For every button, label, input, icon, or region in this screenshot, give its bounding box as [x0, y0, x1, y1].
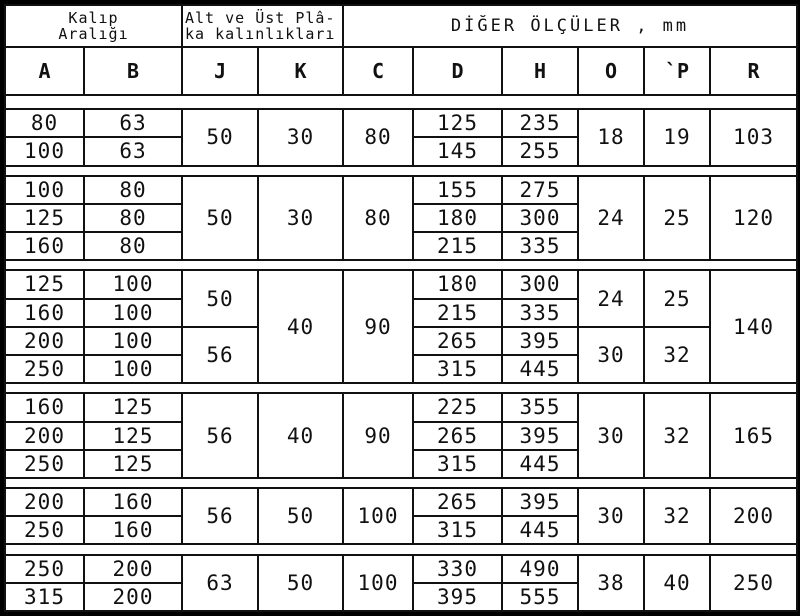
mold-gap-header	[5, 5, 182, 47]
cell-r: 120	[710, 176, 797, 261]
mold-gap-header-line2: Aralığı	[58, 25, 129, 43]
cell-a: 100	[5, 176, 84, 204]
cell-d: 180	[413, 270, 502, 298]
cell-a: 160	[5, 299, 84, 327]
cell-j: 56	[182, 327, 258, 383]
cell-o: 24	[578, 176, 644, 261]
cell-b: 100	[84, 355, 182, 383]
table-row	[5, 393, 797, 421]
cell-h: 275	[502, 176, 578, 204]
cell-p: 32	[644, 488, 710, 544]
cell-k: 50	[258, 488, 343, 544]
cell-j: 56	[182, 488, 258, 544]
group-separator-cell	[5, 260, 797, 270]
cell-d: 265	[413, 422, 502, 450]
cell-d: 395	[413, 583, 502, 611]
cell-h: 355	[502, 393, 578, 421]
cell-h: 235	[502, 109, 578, 137]
plate-thickness-header	[182, 5, 343, 47]
header-row-top	[5, 5, 797, 47]
cell-j: 50	[182, 109, 258, 165]
cell-b: 80	[84, 176, 182, 204]
cell-d: 265	[413, 327, 502, 355]
cell-b: 63	[84, 137, 182, 165]
cell-b: 125	[84, 393, 182, 421]
cell-k: 40	[258, 393, 343, 478]
group-separator-cell	[5, 544, 797, 554]
cell-k: 30	[258, 109, 343, 165]
cell-d: 125	[413, 109, 502, 137]
cell-a: 80	[5, 109, 84, 137]
group-separator-cell	[5, 478, 797, 488]
other-dimensions-header: DİĞER ÖLÇÜLER , mm	[343, 5, 797, 47]
cell-j: 63	[182, 555, 258, 611]
mold-gap-header-line1: Kalıp	[68, 9, 119, 27]
table-row	[5, 488, 797, 516]
cell-b: 200	[84, 555, 182, 583]
col-header-k: K	[258, 47, 343, 95]
cell-h: 300	[502, 270, 578, 298]
group-separator	[5, 260, 797, 270]
cell-a: 200	[5, 422, 84, 450]
group-separator-cell	[5, 95, 797, 109]
cell-h: 445	[502, 355, 578, 383]
cell-d: 225	[413, 393, 502, 421]
col-header-j: J	[182, 47, 258, 95]
col-header-a: A	[5, 47, 84, 95]
cell-k: 30	[258, 176, 343, 261]
mold-dimension-table	[4, 4, 798, 612]
cell-p: 25	[644, 176, 710, 261]
plate-thickness-header-line2: ka kalınlıkları	[185, 25, 336, 43]
cell-o: 30	[578, 327, 644, 383]
table-row	[5, 176, 797, 204]
cell-c: 90	[343, 270, 413, 383]
cell-b: 80	[84, 232, 182, 260]
cell-h: 395	[502, 422, 578, 450]
cell-r: 250	[710, 555, 797, 611]
cell-d: 180	[413, 204, 502, 232]
cell-h: 335	[502, 299, 578, 327]
cell-a: 160	[5, 232, 84, 260]
cell-h: 300	[502, 204, 578, 232]
group-separator	[5, 383, 797, 393]
cell-d: 315	[413, 516, 502, 544]
cell-b: 63	[84, 109, 182, 137]
cell-o: 30	[578, 488, 644, 544]
cell-h: 395	[502, 488, 578, 516]
cell-d: 330	[413, 555, 502, 583]
group-separator	[5, 478, 797, 488]
cell-d: 215	[413, 232, 502, 260]
header-row-columns	[5, 47, 797, 95]
cell-a: 315	[5, 583, 84, 611]
cell-c: 80	[343, 176, 413, 261]
table-row	[5, 109, 797, 137]
cell-d: 215	[413, 299, 502, 327]
cell-o: 30	[578, 393, 644, 478]
cell-a: 200	[5, 327, 84, 355]
cell-a: 250	[5, 516, 84, 544]
cell-k: 40	[258, 270, 343, 383]
col-header-d: D	[413, 47, 502, 95]
cell-d: 315	[413, 355, 502, 383]
cell-d: 315	[413, 450, 502, 478]
cell-b: 80	[84, 204, 182, 232]
cell-b: 100	[84, 299, 182, 327]
cell-d: 145	[413, 137, 502, 165]
cell-p: 25	[644, 270, 710, 326]
cell-h: 555	[502, 583, 578, 611]
group-separator	[5, 95, 797, 109]
cell-h: 395	[502, 327, 578, 355]
cell-a: 125	[5, 204, 84, 232]
cell-j: 56	[182, 393, 258, 478]
cell-r: 165	[710, 393, 797, 478]
cell-j: 50	[182, 270, 258, 326]
cell-c: 90	[343, 393, 413, 478]
cell-h: 445	[502, 516, 578, 544]
cell-p: 19	[644, 109, 710, 165]
cell-c: 100	[343, 488, 413, 544]
plate-thickness-header-line1: Alt ve Üst Plâ-	[185, 9, 336, 27]
cell-b: 125	[84, 450, 182, 478]
group-separator-cell	[5, 383, 797, 393]
cell-r: 200	[710, 488, 797, 544]
group-separator	[5, 544, 797, 554]
group-separator	[5, 166, 797, 176]
col-header-h: H	[502, 47, 578, 95]
cell-h: 490	[502, 555, 578, 583]
cell-b: 160	[84, 516, 182, 544]
cell-a: 160	[5, 393, 84, 421]
cell-o: 24	[578, 270, 644, 326]
cell-a: 125	[5, 270, 84, 298]
col-header-o: O	[578, 47, 644, 95]
cell-c: 80	[343, 109, 413, 165]
cell-b: 200	[84, 583, 182, 611]
cell-a: 250	[5, 450, 84, 478]
table-row	[5, 270, 797, 298]
cell-b: 100	[84, 270, 182, 298]
cell-d: 265	[413, 488, 502, 516]
cell-h: 255	[502, 137, 578, 165]
col-header-p: `P	[644, 47, 710, 95]
cell-p: 40	[644, 555, 710, 611]
cell-p: 32	[644, 327, 710, 383]
cell-r: 140	[710, 270, 797, 383]
table-row	[5, 555, 797, 583]
cell-a: 200	[5, 488, 84, 516]
cell-a: 100	[5, 137, 84, 165]
cell-k: 50	[258, 555, 343, 611]
cell-j: 50	[182, 176, 258, 261]
cell-o: 38	[578, 555, 644, 611]
cell-b: 160	[84, 488, 182, 516]
cell-o: 18	[578, 109, 644, 165]
cell-b: 100	[84, 327, 182, 355]
cell-b: 125	[84, 422, 182, 450]
cell-r: 103	[710, 109, 797, 165]
col-header-c: C	[343, 47, 413, 95]
cell-a: 250	[5, 555, 84, 583]
cell-a: 250	[5, 355, 84, 383]
group-separator-cell	[5, 166, 797, 176]
cell-h: 335	[502, 232, 578, 260]
col-header-r: R	[710, 47, 797, 95]
col-header-b: B	[84, 47, 182, 95]
table-body	[5, 95, 797, 611]
cell-d: 155	[413, 176, 502, 204]
cell-h: 445	[502, 450, 578, 478]
cell-p: 32	[644, 393, 710, 478]
cell-c: 100	[343, 555, 413, 611]
